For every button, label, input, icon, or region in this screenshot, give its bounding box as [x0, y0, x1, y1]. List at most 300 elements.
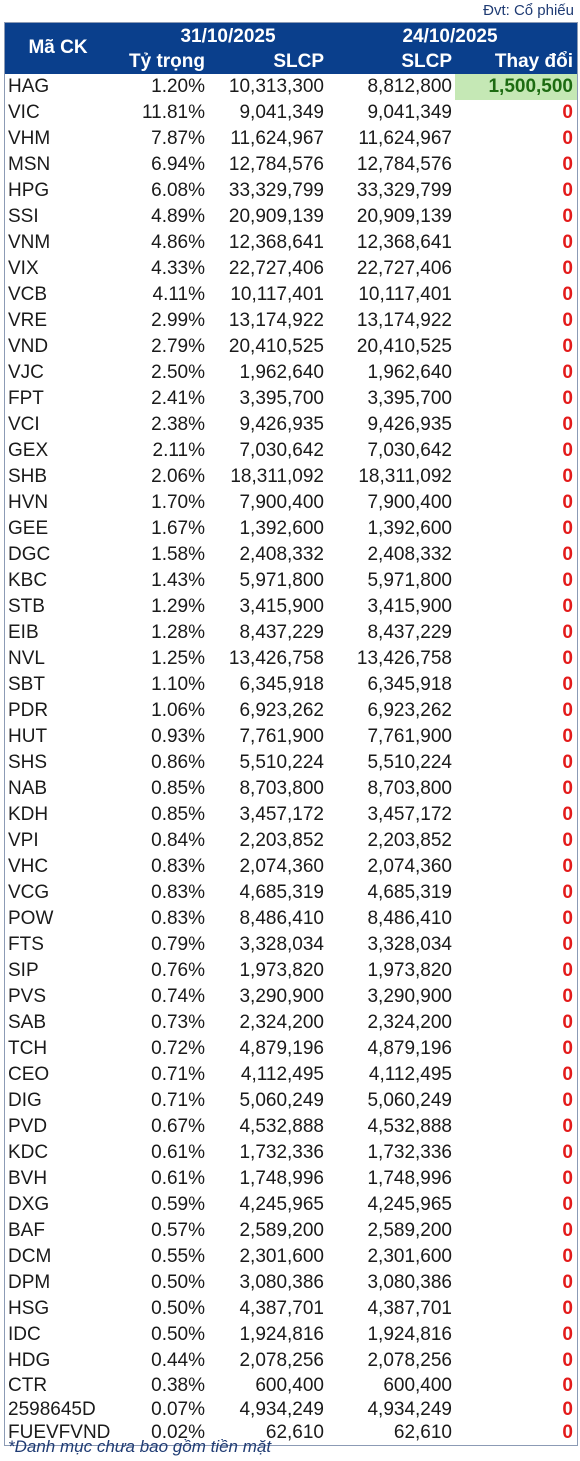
cell-shares-previous: 3,415,900	[367, 596, 452, 617]
cell-change: 0	[562, 908, 573, 929]
cell-shares-current: 13,426,758	[228, 648, 324, 669]
cell-shares-previous: 2,074,360	[367, 856, 452, 877]
cell-shares-current: 5,971,800	[239, 570, 324, 591]
cell-code: VCG	[8, 882, 50, 903]
cell-shares-current: 1,732,336	[239, 1142, 324, 1163]
cell-shares-previous: 12,784,576	[356, 154, 452, 175]
cell-shares-previous: 1,962,640	[367, 362, 452, 383]
cell-weight: 2.79%	[151, 336, 205, 357]
cell-change: 0	[562, 1116, 573, 1137]
cell-shares-previous: 7,030,642	[367, 440, 452, 461]
table-row	[5, 386, 577, 412]
cell-code: 2598645D	[8, 1398, 96, 1420]
table-row	[5, 74, 577, 100]
cell-weight: 0.83%	[151, 882, 205, 903]
table-row	[5, 1398, 577, 1422]
table-row	[5, 334, 577, 360]
table-row	[5, 1166, 577, 1192]
cell-shares-current: 3,080,386	[239, 1272, 324, 1293]
cell-change: 0	[562, 1272, 573, 1293]
cell-code: VCI	[8, 414, 40, 435]
cell-change: 0	[562, 388, 573, 409]
table-row	[5, 1296, 577, 1322]
cell-code: SIP	[8, 960, 39, 981]
cell-weight: 0.71%	[151, 1090, 205, 1111]
cell-shares-current: 4,387,701	[239, 1298, 324, 1319]
cell-code: PDR	[8, 700, 49, 721]
table-row	[5, 1140, 577, 1166]
cell-shares-current: 3,395,700	[239, 388, 324, 409]
cell-shares-current: 1,748,996	[239, 1168, 324, 1189]
cell-shares-current: 5,510,224	[239, 752, 324, 773]
cell-change: 0	[562, 960, 573, 981]
table-row	[5, 1036, 577, 1062]
cell-weight: 6.94%	[151, 154, 205, 175]
cell-code: BVH	[8, 1168, 48, 1189]
cell-weight: 1.25%	[151, 648, 205, 669]
cell-code: VPI	[8, 830, 39, 851]
cell-shares-current: 12,784,576	[228, 154, 324, 175]
header-shares-previous: SLCP	[401, 51, 452, 72]
cell-shares-previous: 4,387,701	[367, 1298, 452, 1319]
cell-shares-previous: 5,971,800	[367, 570, 452, 591]
cell-code: SHS	[8, 752, 48, 773]
cell-weight: 0.07%	[151, 1398, 205, 1420]
cell-shares-previous: 4,934,249	[367, 1398, 452, 1420]
table-row	[5, 360, 577, 386]
cell-shares-previous: 9,041,349	[367, 102, 452, 123]
cell-code: VHC	[8, 856, 49, 877]
cell-weight: 4.11%	[152, 284, 205, 305]
cell-shares-previous: 7,761,900	[367, 726, 452, 747]
cell-shares-previous: 5,510,224	[367, 752, 452, 773]
table-body	[5, 74, 577, 1445]
cell-shares-current: 20,909,139	[228, 206, 324, 227]
header-change: Thay đổi	[494, 51, 573, 72]
cell-weight: 0.85%	[151, 804, 205, 825]
cell-code: VHM	[8, 128, 51, 149]
cell-change: 0	[562, 856, 573, 877]
cell-code: HVN	[8, 492, 49, 513]
cell-code: SHB	[8, 466, 48, 487]
table-row	[5, 152, 577, 178]
cell-code: KDH	[8, 804, 49, 825]
table-row	[5, 1270, 577, 1296]
table-row	[5, 308, 577, 334]
cell-shares-previous: 1,973,820	[367, 960, 452, 981]
table-row	[5, 1088, 577, 1114]
cell-shares-previous: 4,685,319	[367, 882, 452, 903]
cell-shares-previous: 1,392,600	[367, 518, 452, 539]
cell-weight: 4.89%	[151, 206, 205, 227]
cell-code: VJC	[8, 362, 44, 383]
cell-shares-current: 2,301,600	[239, 1246, 324, 1267]
cell-shares-previous: 4,532,888	[367, 1116, 452, 1137]
cell-shares-current: 3,457,172	[239, 804, 324, 825]
cell-shares-current: 20,410,525	[228, 336, 324, 357]
table-row	[5, 568, 577, 594]
cell-code: FUEVFVND	[8, 1422, 111, 1443]
cell-change: 0	[562, 102, 573, 123]
cell-shares-previous: 8,703,800	[367, 778, 452, 799]
cell-code: POW	[8, 908, 54, 929]
cell-shares-previous: 3,328,034	[367, 934, 452, 955]
table-row	[5, 646, 577, 672]
cell-code: NAB	[8, 778, 48, 799]
cell-code: DPM	[8, 1272, 51, 1293]
cell-change: 0	[562, 726, 573, 747]
header-weight: Tỷ trọng	[129, 51, 205, 72]
cell-change: 0	[562, 648, 573, 669]
cell-code: GEX	[8, 440, 49, 461]
cell-weight: 0.73%	[151, 1012, 205, 1033]
cell-weight: 0.50%	[151, 1324, 205, 1345]
cell-shares-current: 13,174,922	[228, 310, 324, 331]
cell-shares-previous: 8,437,229	[367, 622, 452, 643]
cell-shares-previous: 2,589,200	[367, 1220, 452, 1241]
cell-code: VND	[8, 336, 49, 357]
cell-weight: 0.84%	[151, 830, 205, 851]
cell-weight: 0.74%	[151, 986, 205, 1007]
cell-shares-previous: 2,078,256	[367, 1350, 452, 1371]
table-row	[5, 1374, 577, 1398]
cell-shares-previous: 8,486,410	[367, 908, 452, 929]
cell-change: 0	[562, 414, 573, 435]
cell-shares-current: 4,245,965	[239, 1194, 324, 1215]
cell-weight: 0.50%	[151, 1298, 205, 1319]
header-code: Mã CK	[28, 37, 88, 58]
cell-shares-previous: 11,624,967	[358, 128, 452, 149]
cell-change: 0	[562, 466, 573, 487]
cell-change: 0	[562, 1422, 573, 1443]
cell-change: 0	[562, 1012, 573, 1033]
cell-shares-current: 2,078,256	[239, 1350, 324, 1371]
cell-shares-previous: 20,410,525	[356, 336, 452, 357]
cell-change: 0	[562, 258, 573, 279]
cell-change: 0	[562, 1246, 573, 1267]
cell-code: CEO	[8, 1064, 50, 1085]
cell-weight: 0.50%	[151, 1272, 205, 1293]
table-row	[5, 802, 577, 828]
cell-weight: 0.59%	[151, 1194, 205, 1215]
table-row	[5, 1322, 577, 1348]
table-row	[5, 594, 577, 620]
cell-shares-current: 3,328,034	[239, 934, 324, 955]
table-row	[5, 542, 577, 568]
table-row	[5, 464, 577, 490]
cell-code: VNM	[8, 232, 51, 253]
cell-shares-current: 2,408,332	[239, 544, 324, 565]
cell-weight: 0.61%	[151, 1142, 205, 1163]
cell-shares-previous: 2,408,332	[367, 544, 452, 565]
cell-shares-previous: 4,112,495	[368, 1064, 452, 1085]
cell-shares-current: 1,924,816	[239, 1324, 324, 1345]
cell-shares-previous: 4,879,196	[367, 1038, 452, 1059]
cell-shares-current: 9,426,935	[239, 414, 324, 435]
cell-shares-current: 22,727,406	[228, 258, 324, 279]
table-row	[5, 1010, 577, 1036]
cell-shares-current: 62,610	[265, 1422, 324, 1443]
cell-weight: 0.02%	[151, 1422, 205, 1443]
table-row	[5, 932, 577, 958]
cell-shares-previous: 7,900,400	[367, 492, 452, 513]
cell-weight: 2.50%	[151, 362, 205, 383]
cell-change: 0	[562, 778, 573, 799]
cell-shares-current: 3,290,900	[239, 986, 324, 1007]
cell-shares-current: 2,203,852	[239, 830, 324, 851]
cell-weight: 0.44%	[151, 1350, 205, 1371]
cell-weight: 2.06%	[151, 466, 205, 487]
table-row	[5, 256, 577, 282]
cell-shares-current: 2,589,200	[239, 1220, 324, 1241]
cell-change: 0	[562, 1194, 573, 1215]
cell-shares-current: 1,392,600	[239, 518, 324, 539]
cell-weight: 2.99%	[151, 310, 205, 331]
cell-shares-current: 4,879,196	[239, 1038, 324, 1059]
cell-weight: 0.83%	[151, 856, 205, 877]
cell-shares-previous: 20,909,139	[356, 206, 452, 227]
cell-change: 0	[562, 1168, 573, 1189]
cell-change: 0	[562, 1375, 573, 1396]
cell-shares-previous: 9,426,935	[367, 414, 452, 435]
cell-shares-current: 4,532,888	[239, 1116, 324, 1137]
cell-change: 0	[562, 570, 573, 591]
table-row	[5, 490, 577, 516]
cell-change: 0	[562, 440, 573, 461]
cell-shares-previous: 2,324,200	[367, 1012, 452, 1033]
table-row	[5, 828, 577, 854]
cell-code: BAF	[8, 1220, 45, 1241]
cell-shares-previous: 4,245,965	[367, 1194, 452, 1215]
table-row	[5, 1244, 577, 1270]
cell-code: HAG	[8, 76, 50, 97]
cell-weight: 0.72%	[151, 1038, 205, 1059]
cell-shares-current: 12,368,641	[228, 232, 324, 253]
cell-shares-current: 9,041,349	[239, 102, 324, 123]
cell-change: 0	[562, 206, 573, 227]
cell-code: PVD	[8, 1116, 48, 1137]
cell-shares-current: 4,685,319	[239, 882, 324, 903]
cell-weight: 0.71%	[151, 1064, 205, 1085]
cell-change: 0	[562, 1298, 573, 1319]
cell-shares-current: 33,329,799	[228, 180, 324, 201]
cell-shares-previous: 8,812,800	[367, 76, 452, 97]
table-row	[5, 698, 577, 724]
cell-change: 0	[562, 232, 573, 253]
cell-change: 0	[562, 596, 573, 617]
cell-shares-previous: 12,368,641	[356, 232, 452, 253]
cell-change: 0	[562, 362, 573, 383]
cell-shares-current: 1,973,820	[239, 960, 324, 981]
cell-code: DIG	[8, 1090, 42, 1111]
cell-code: TCH	[8, 1038, 48, 1059]
cell-shares-current: 8,486,410	[239, 908, 324, 929]
table-row	[5, 750, 577, 776]
cell-change: 0	[562, 310, 573, 331]
cell-code: HPG	[8, 180, 50, 201]
cell-shares-current: 3,415,900	[239, 596, 324, 617]
cell-shares-previous: 3,457,172	[367, 804, 452, 825]
cell-change: 0	[562, 804, 573, 825]
cell-weight: 1.20%	[151, 76, 205, 97]
cell-change: 0	[562, 752, 573, 773]
cell-code: VRE	[8, 310, 48, 331]
cell-weight: 0.55%	[151, 1246, 205, 1267]
cell-shares-current: 5,060,249	[239, 1090, 324, 1111]
table-row	[5, 282, 577, 308]
cell-change: 0	[562, 1038, 573, 1059]
cell-shares-previous: 2,203,852	[367, 830, 452, 851]
table-row	[5, 100, 577, 126]
cell-shares-previous: 13,174,922	[356, 310, 452, 331]
cell-shares-current: 4,112,495	[240, 1064, 324, 1085]
cell-code: VIC	[8, 102, 40, 123]
cell-weight: 0.57%	[151, 1220, 205, 1241]
header-date-previous: 24/10/2025	[402, 26, 498, 47]
cell-shares-previous: 5,060,249	[367, 1090, 452, 1111]
cell-weight: 1.29%	[151, 596, 205, 617]
cell-change: 0	[562, 128, 573, 149]
cell-shares-current: 8,703,800	[239, 778, 324, 799]
table-header	[5, 23, 577, 74]
cell-shares-previous: 1,732,336	[367, 1142, 452, 1163]
cell-code: SAB	[8, 1012, 47, 1033]
table-row	[5, 880, 577, 906]
cell-shares-current: 7,761,900	[239, 726, 324, 747]
cell-code: VIX	[8, 258, 39, 279]
table-row	[5, 620, 577, 646]
cell-code: DXG	[8, 1194, 50, 1215]
cell-weight: 7.87%	[151, 128, 205, 149]
cell-weight: 1.28%	[151, 622, 205, 643]
cell-change: 0	[562, 154, 573, 175]
unit-label: Đvt: Cổ phiếu	[483, 2, 574, 19]
cell-shares-current: 2,074,360	[239, 856, 324, 877]
cell-shares-previous: 3,395,700	[367, 388, 452, 409]
cell-code: HSG	[8, 1298, 50, 1319]
table-row	[5, 230, 577, 256]
table-row	[5, 1114, 577, 1140]
cell-shares-previous: 6,345,918	[367, 674, 452, 695]
cell-shares-previous: 22,727,406	[356, 258, 452, 279]
cell-change: 0	[562, 622, 573, 643]
cell-shares-current: 7,030,642	[239, 440, 324, 461]
cell-weight: 0.38%	[151, 1375, 205, 1396]
cell-change: 0	[562, 180, 573, 201]
holdings-table	[4, 22, 578, 1446]
cell-code: CTR	[8, 1375, 48, 1396]
cell-code: KDC	[8, 1142, 49, 1163]
cell-change: 0	[562, 882, 573, 903]
cell-shares-previous: 3,290,900	[367, 986, 452, 1007]
cell-change: 0	[562, 830, 573, 851]
table-row	[5, 126, 577, 152]
cell-weight: 0.93%	[151, 726, 205, 747]
cell-shares-current: 600,400	[255, 1375, 324, 1396]
header-date-current: 31/10/2025	[180, 26, 276, 47]
cell-shares-current: 10,313,300	[228, 76, 324, 97]
cell-weight: 0.79%	[151, 934, 205, 955]
cell-change: 0	[562, 284, 573, 305]
table-row	[5, 1218, 577, 1244]
cell-code: FPT	[8, 388, 44, 409]
cell-shares-current: 6,345,918	[239, 674, 324, 695]
cell-weight: 1.10%	[151, 674, 205, 695]
cell-shares-previous: 33,329,799	[356, 180, 452, 201]
cell-code: MSN	[8, 154, 51, 175]
footnote: *Danh mục chưa bao gồm tiền mặt	[8, 1437, 272, 1456]
cell-code: PVS	[8, 986, 47, 1007]
cell-shares-current: 1,962,640	[239, 362, 324, 383]
cell-code: DGC	[8, 544, 51, 565]
table-row	[5, 1062, 577, 1088]
cell-shares-current: 18,311,092	[230, 466, 324, 487]
table-row	[5, 178, 577, 204]
cell-shares-current: 6,923,262	[239, 700, 324, 721]
cell-shares-previous: 1,748,996	[367, 1168, 452, 1189]
cell-code: SSI	[8, 206, 39, 227]
cell-change: 0	[562, 544, 573, 565]
cell-shares-previous: 62,610	[393, 1422, 452, 1443]
cell-shares-previous: 13,426,758	[356, 648, 452, 669]
cell-shares-previous: 2,301,600	[367, 1246, 452, 1267]
table-row	[5, 412, 577, 438]
cell-change: 0	[562, 492, 573, 513]
cell-shares-previous: 600,400	[383, 1375, 452, 1396]
cell-weight: 6.08%	[151, 180, 205, 201]
table-row	[5, 1348, 577, 1374]
cell-weight: 0.86%	[151, 752, 205, 773]
cell-code: VCB	[8, 284, 48, 305]
cell-weight: 2.38%	[151, 414, 205, 435]
cell-weight: 1.58%	[151, 544, 205, 565]
cell-change: 0	[562, 1064, 573, 1085]
table-row	[5, 204, 577, 230]
header-shares-current: SLCP	[273, 51, 324, 72]
cell-change: 0	[562, 934, 573, 955]
cell-shares-current: 10,117,401	[230, 284, 324, 305]
cell-shares-previous: 3,080,386	[367, 1272, 452, 1293]
cell-shares-previous: 18,311,092	[358, 466, 452, 487]
table-row	[5, 516, 577, 542]
cell-code: EIB	[8, 622, 39, 643]
cell-change: 0	[562, 1350, 573, 1371]
table-row	[5, 1192, 577, 1218]
cell-code: FTS	[8, 934, 44, 955]
cell-code: HUT	[8, 726, 48, 747]
cell-shares-current: 4,934,249	[239, 1398, 324, 1420]
cell-change: 0	[562, 986, 573, 1007]
cell-weight: 2.11%	[152, 440, 205, 461]
cell-weight: 4.86%	[151, 232, 205, 253]
cell-shares-current: 2,324,200	[239, 1012, 324, 1033]
cell-weight: 2.41%	[151, 388, 205, 409]
cell-shares-current: 11,624,967	[230, 128, 324, 149]
cell-change: 0	[562, 336, 573, 357]
cell-code: NVL	[8, 648, 45, 669]
cell-change: 0	[562, 1398, 573, 1420]
cell-weight: 0.85%	[151, 778, 205, 799]
cell-shares-previous: 6,923,262	[367, 700, 452, 721]
cell-code: GEE	[8, 518, 49, 539]
table-row	[5, 776, 577, 802]
table-row	[5, 854, 577, 880]
cell-change: 0	[562, 1090, 573, 1111]
table-row	[5, 672, 577, 698]
table-row	[5, 958, 577, 984]
cell-shares-previous: 1,924,816	[367, 1324, 452, 1345]
table-row	[5, 724, 577, 750]
